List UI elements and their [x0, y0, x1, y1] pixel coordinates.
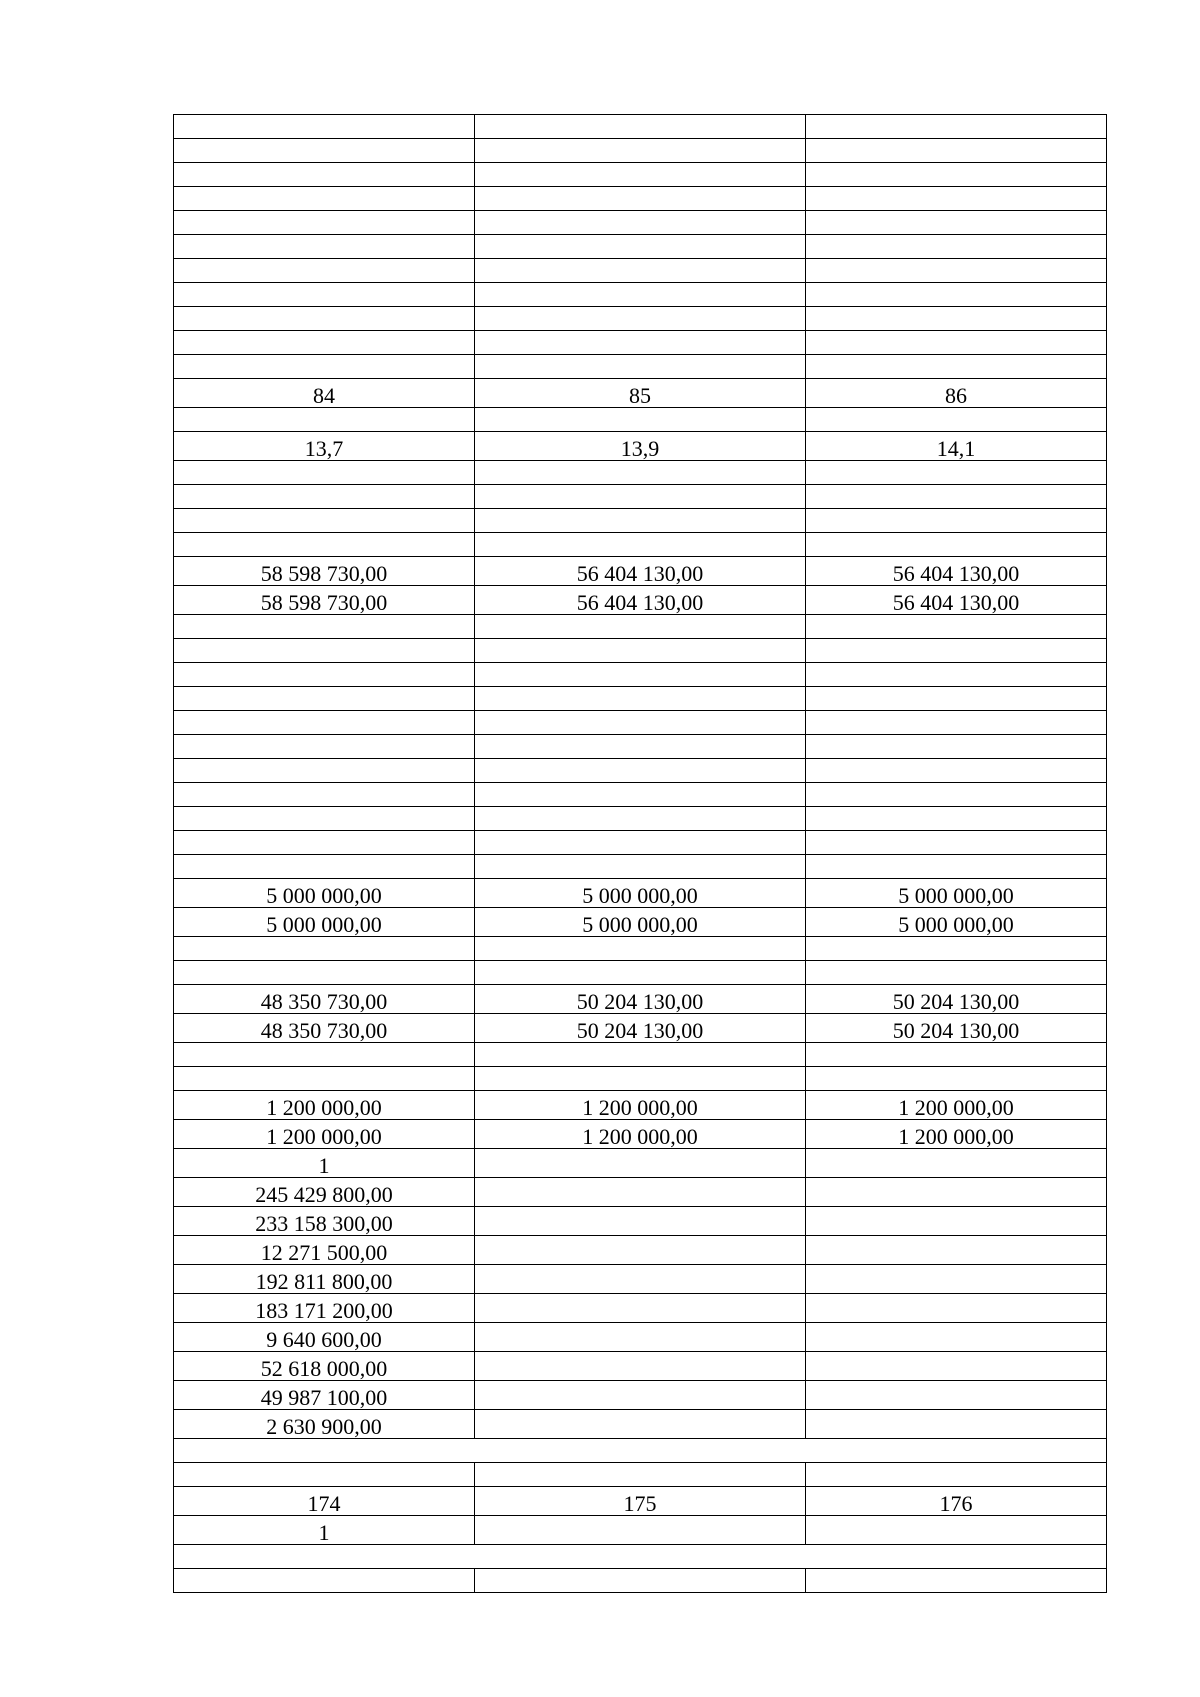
table-cell [174, 663, 475, 687]
table-cell [475, 235, 806, 259]
table-cell [475, 1323, 806, 1352]
table-row [174, 586, 1107, 615]
data-table [173, 114, 1107, 1593]
table-row [174, 408, 1107, 432]
table-cell: 52 618 000,00 [174, 1352, 475, 1381]
table-cell [475, 783, 806, 807]
table-cell [806, 235, 1107, 259]
table-row [174, 1545, 1107, 1569]
table-cell [174, 211, 475, 235]
table-row [174, 461, 1107, 485]
table-cell [806, 163, 1107, 187]
table-cell: 58 598 730,00 [174, 557, 475, 586]
table-cell: 48 350 730,00 [174, 1014, 475, 1043]
table-cell [475, 485, 806, 509]
table-cell: 1 200 000,00 [174, 1091, 475, 1120]
table-cell [475, 408, 806, 432]
table-row [174, 115, 1107, 139]
table-row [174, 557, 1107, 586]
table-cell [806, 663, 1107, 687]
table-cell [174, 855, 475, 879]
table-cell: 1 200 000,00 [475, 1120, 806, 1149]
table-cell [475, 283, 806, 307]
table-cell [475, 1265, 806, 1294]
table-cell [475, 1236, 806, 1265]
table-cell: 50 204 130,00 [806, 1014, 1107, 1043]
table-cell [475, 331, 806, 355]
table-row [174, 1178, 1107, 1207]
table-cell: 48 350 730,00 [174, 985, 475, 1014]
table-cell [475, 615, 806, 639]
table-cell [806, 1294, 1107, 1323]
table-cell: 9 640 600,00 [174, 1323, 475, 1352]
table-row [174, 783, 1107, 807]
table-cell: 245 429 800,00 [174, 1178, 475, 1207]
table-cell [475, 139, 806, 163]
table-cell [806, 187, 1107, 211]
table-cell [174, 735, 475, 759]
table-cell [475, 1178, 806, 1207]
table-cell: 5 000 000,00 [475, 908, 806, 937]
table-row [174, 1014, 1107, 1043]
table-cell: 5 000 000,00 [475, 879, 806, 908]
table-cell: 50 204 130,00 [475, 985, 806, 1014]
table-cell: 1 200 000,00 [475, 1091, 806, 1120]
table-row [174, 139, 1107, 163]
table-cell [806, 485, 1107, 509]
table-cell [806, 855, 1107, 879]
table-cell [174, 115, 475, 139]
table-cell [475, 1207, 806, 1236]
table-cell [806, 1265, 1107, 1294]
table-cell: 56 404 130,00 [475, 557, 806, 586]
table-cell [475, 259, 806, 283]
table-cell [475, 1149, 806, 1178]
table-cell [806, 408, 1107, 432]
table-cell [174, 1463, 475, 1487]
table-cell [806, 1323, 1107, 1352]
table-cell [475, 1043, 806, 1067]
table-row [174, 283, 1107, 307]
table-cell: 2 630 900,00 [174, 1410, 475, 1439]
table-cell [806, 1381, 1107, 1410]
table-cell: 13,9 [475, 432, 806, 461]
table-cell: 13,7 [174, 432, 475, 461]
table-cell [806, 1410, 1107, 1439]
table-cell [806, 1178, 1107, 1207]
table-cell [806, 783, 1107, 807]
table-cell [806, 687, 1107, 711]
table-row [174, 1043, 1107, 1067]
table-cell: 5 000 000,00 [174, 908, 475, 937]
table-cell [806, 1569, 1107, 1593]
table-row [174, 639, 1107, 663]
table-cell [475, 211, 806, 235]
table-cell [174, 831, 475, 855]
table-cell: 12 271 500,00 [174, 1236, 475, 1265]
table-cell [475, 807, 806, 831]
table-cell [475, 663, 806, 687]
table-cell [174, 408, 475, 432]
table-row [174, 1487, 1107, 1516]
table-cell [174, 259, 475, 283]
table-cell [174, 1067, 475, 1091]
table-cell: 192 811 800,00 [174, 1265, 475, 1294]
table-row [174, 509, 1107, 533]
table-cell [475, 461, 806, 485]
table-cell [174, 937, 475, 961]
table-cell: 1 200 000,00 [174, 1120, 475, 1149]
table-row [174, 379, 1107, 408]
table-cell: 85 [475, 379, 806, 408]
table-cell [475, 163, 806, 187]
table-cell [806, 735, 1107, 759]
table-row [174, 961, 1107, 985]
table-cell [806, 307, 1107, 331]
table-cell: 56 404 130,00 [806, 557, 1107, 586]
table-row [174, 533, 1107, 557]
table-cell: 86 [806, 379, 1107, 408]
table-row [174, 211, 1107, 235]
table-cell: 176 [806, 1487, 1107, 1516]
table-cell: 5 000 000,00 [806, 879, 1107, 908]
table-cell [475, 1381, 806, 1410]
table-cell [475, 735, 806, 759]
table-cell [806, 1352, 1107, 1381]
table-cell: 84 [174, 379, 475, 408]
table-cell: 1 200 000,00 [806, 1120, 1107, 1149]
table-cell [174, 283, 475, 307]
table-row [174, 163, 1107, 187]
table-cell [174, 961, 475, 985]
table-cell: 1 [174, 1149, 475, 1178]
table-cell [174, 509, 475, 533]
table-cell [475, 937, 806, 961]
table-row [174, 1091, 1107, 1120]
table-row [174, 235, 1107, 259]
table-row [174, 1381, 1107, 1410]
table-cell: 5 000 000,00 [174, 879, 475, 908]
table-cell [475, 509, 806, 533]
table-cell [174, 1545, 1107, 1569]
table-cell [475, 1516, 806, 1545]
table-cell [806, 1067, 1107, 1091]
table-row [174, 485, 1107, 509]
table-row [174, 187, 1107, 211]
table-cell [806, 1463, 1107, 1487]
table-cell [475, 1463, 806, 1487]
table-cell: 5 000 000,00 [806, 908, 1107, 937]
table-cell [174, 187, 475, 211]
table-cell [475, 1569, 806, 1593]
table-cell [475, 115, 806, 139]
table-cell [174, 485, 475, 509]
table-cell [475, 831, 806, 855]
table-row [174, 1149, 1107, 1178]
table-cell: 174 [174, 1487, 475, 1516]
table-row [174, 1294, 1107, 1323]
table-cell [806, 1207, 1107, 1236]
table-row [174, 432, 1107, 461]
table-cell [475, 1410, 806, 1439]
table-cell [174, 615, 475, 639]
table-cell [475, 355, 806, 379]
table-cell: 183 171 200,00 [174, 1294, 475, 1323]
table-cell [806, 615, 1107, 639]
table-row [174, 1463, 1107, 1487]
table-cell [806, 759, 1107, 783]
table-cell [174, 807, 475, 831]
table-row [174, 355, 1107, 379]
table-cell: 1 200 000,00 [806, 1091, 1107, 1120]
table-cell [174, 711, 475, 735]
table-cell [475, 687, 806, 711]
table-row [174, 735, 1107, 759]
table-row [174, 1439, 1107, 1463]
table-cell [806, 259, 1107, 283]
table-row [174, 1207, 1107, 1236]
table-cell [174, 355, 475, 379]
table-cell [806, 639, 1107, 663]
table-row [174, 1352, 1107, 1381]
table-cell [806, 937, 1107, 961]
table-row [174, 759, 1107, 783]
table-cell [174, 1439, 1107, 1463]
table-row [174, 807, 1107, 831]
table-cell [174, 759, 475, 783]
table-cell [174, 533, 475, 557]
table-cell [806, 533, 1107, 557]
table-row [174, 831, 1107, 855]
table-cell [806, 1516, 1107, 1545]
table-cell [806, 961, 1107, 985]
table-cell [475, 307, 806, 331]
table-row [174, 908, 1107, 937]
table-cell [475, 759, 806, 783]
table-cell: 56 404 130,00 [475, 586, 806, 615]
table-cell [475, 1352, 806, 1381]
table-cell [475, 855, 806, 879]
table-row [174, 331, 1107, 355]
table-cell [174, 307, 475, 331]
table-row [174, 711, 1107, 735]
table-cell: 50 204 130,00 [806, 985, 1107, 1014]
table-row [174, 937, 1107, 961]
table-cell [475, 711, 806, 735]
table-row [174, 1516, 1107, 1545]
table-cell: 56 404 130,00 [806, 586, 1107, 615]
table-cell [806, 461, 1107, 485]
table-cell [475, 533, 806, 557]
table-row [174, 855, 1107, 879]
table-row [174, 1569, 1107, 1593]
table-row [174, 879, 1107, 908]
table-cell [806, 509, 1107, 533]
table-cell [174, 235, 475, 259]
data-table-body [174, 115, 1107, 1593]
table-row [174, 259, 1107, 283]
table-cell [806, 1043, 1107, 1067]
table-cell [174, 687, 475, 711]
table-row [174, 1265, 1107, 1294]
table-row [174, 1323, 1107, 1352]
table-cell [174, 163, 475, 187]
table-cell [806, 807, 1107, 831]
table-cell [475, 1294, 806, 1323]
table-cell: 58 598 730,00 [174, 586, 475, 615]
table-cell: 175 [475, 1487, 806, 1516]
table-cell: 14,1 [806, 432, 1107, 461]
table-row [174, 985, 1107, 1014]
table-cell [806, 355, 1107, 379]
table-row [174, 1067, 1107, 1091]
table-row [174, 1120, 1107, 1149]
table-row [174, 615, 1107, 639]
table-cell [475, 1067, 806, 1091]
table-cell [806, 1236, 1107, 1265]
table-cell [475, 187, 806, 211]
table-row [174, 307, 1107, 331]
table-row [174, 1236, 1107, 1265]
table-cell [806, 211, 1107, 235]
table-cell [806, 831, 1107, 855]
table-cell [806, 1149, 1107, 1178]
table-cell [806, 331, 1107, 355]
table-cell [806, 115, 1107, 139]
table-cell: 233 158 300,00 [174, 1207, 475, 1236]
table-cell [174, 639, 475, 663]
table-cell: 49 987 100,00 [174, 1381, 475, 1410]
table-cell [174, 1043, 475, 1067]
table-cell [174, 331, 475, 355]
table-row [174, 663, 1107, 687]
table-cell [174, 461, 475, 485]
table-cell: 50 204 130,00 [475, 1014, 806, 1043]
table-cell [475, 639, 806, 663]
table-cell [806, 711, 1107, 735]
table-cell: 1 [174, 1516, 475, 1545]
table-cell [475, 961, 806, 985]
table-cell [174, 783, 475, 807]
table-cell [806, 139, 1107, 163]
table-row [174, 687, 1107, 711]
table-cell [806, 283, 1107, 307]
table-cell [174, 139, 475, 163]
table-row [174, 1410, 1107, 1439]
table-cell [174, 1569, 475, 1593]
